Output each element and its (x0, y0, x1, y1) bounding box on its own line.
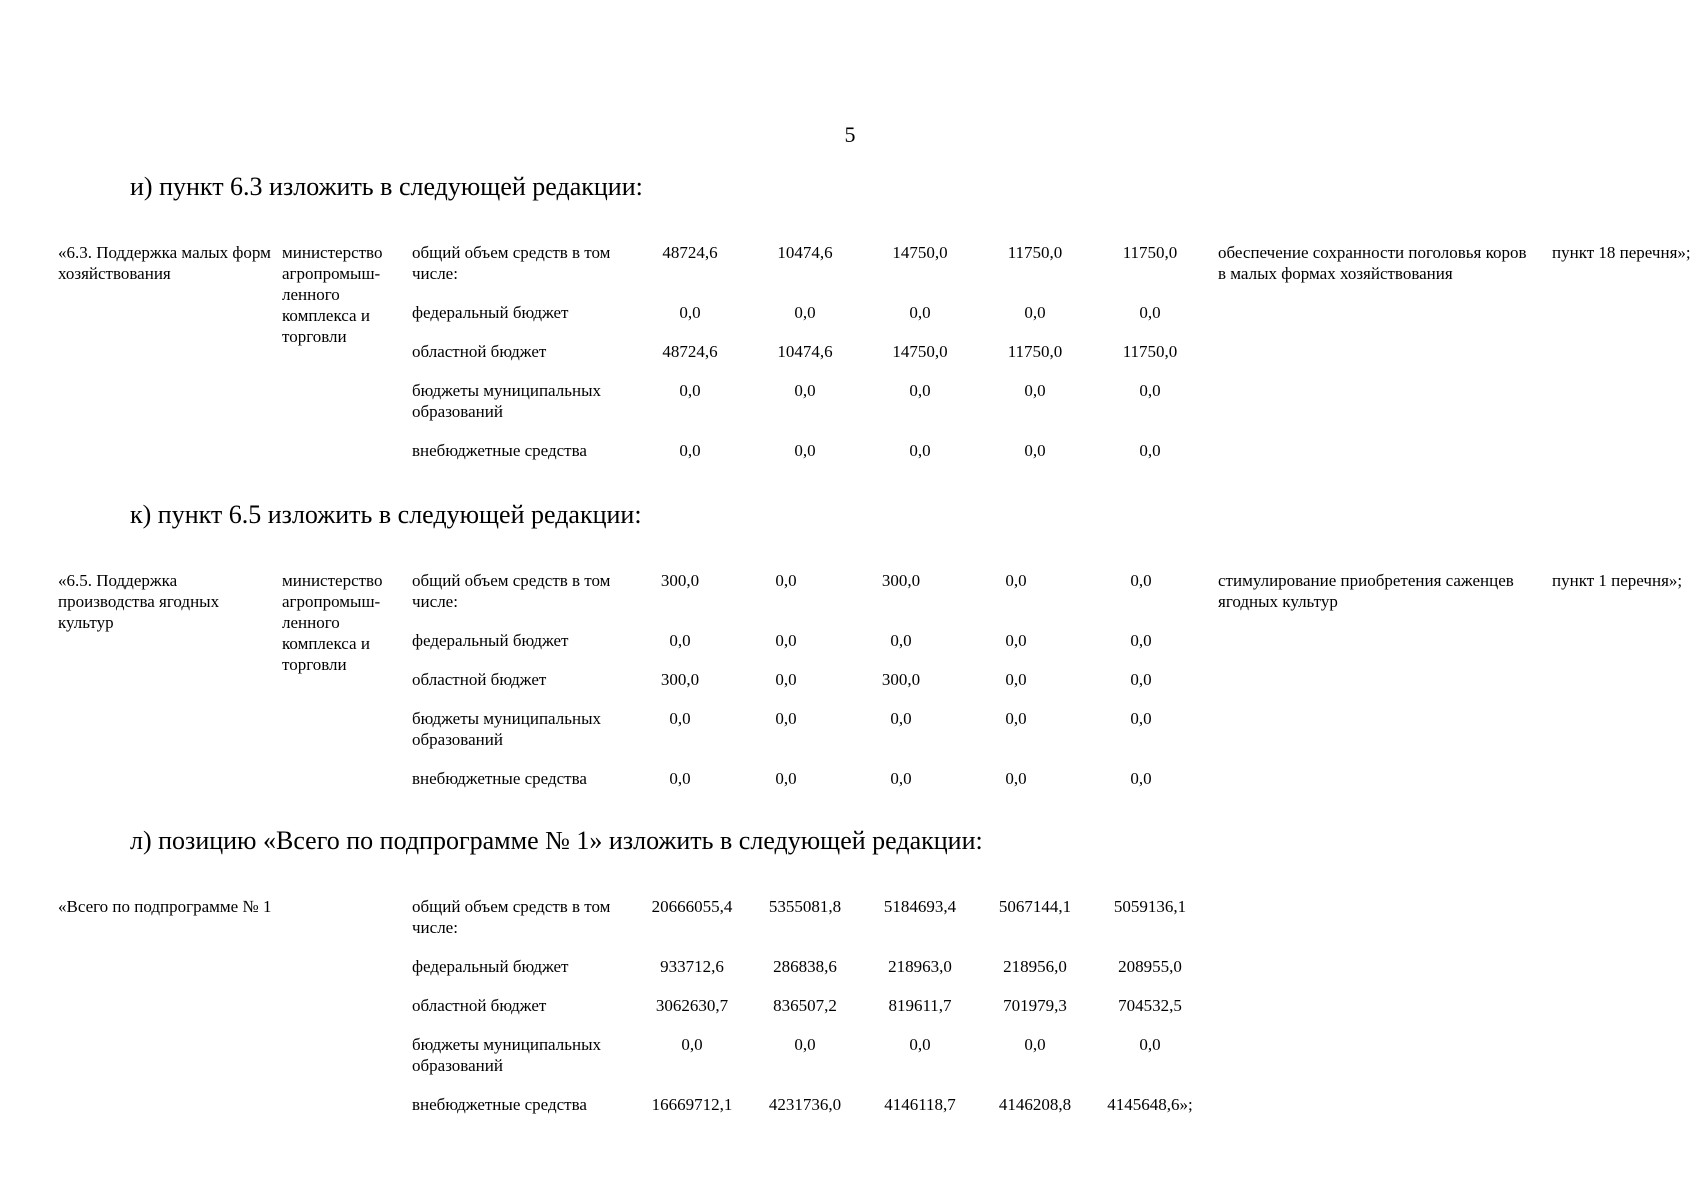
value-cell: 0,0 (1130, 769, 1152, 788)
value-cell: 14750,0 (892, 342, 948, 361)
funding-source-label: бюджеты муниципальных образований (412, 1035, 602, 1075)
value-cell: 0,0 (775, 769, 797, 788)
value-cell: 0,0 (909, 441, 931, 460)
page-number: 5 (844, 122, 856, 147)
value-cell: 0,0 (1139, 1035, 1161, 1054)
value-cell: 0,0 (890, 709, 912, 728)
value-cell: 0,0 (1005, 670, 1027, 689)
value-cell: 5355081,8 (768, 897, 842, 916)
value-cell: 208955,0 (1118, 957, 1182, 976)
value-cell: 0,0 (775, 571, 797, 590)
value-cell: 0,0 (775, 709, 797, 728)
value-cell: 0,0 (681, 1035, 703, 1054)
measure-name: «Всего по подпрограмме № 1 (58, 897, 272, 916)
value-cell: 5067144,1 (998, 897, 1072, 916)
expected-result: стимулирование приобретения саженцев ягодных культур (1218, 571, 1514, 611)
funding-source-label: бюджеты муниципальных образований (412, 709, 602, 749)
value-cell: 0,0 (1024, 1035, 1046, 1054)
value-cell: 5184693,4 (883, 897, 957, 916)
value-cell: 10474,6 (777, 243, 833, 262)
value-cell: 704532,5 (1118, 996, 1182, 1015)
value-cell: 0,0 (1005, 571, 1027, 590)
value-cell: 300,0 (881, 571, 921, 590)
value-cell: 0,0 (669, 709, 691, 728)
value-cell: 0,0 (679, 303, 701, 322)
measure-name: «6.5. Поддержка производства ягодных культур (58, 571, 220, 632)
section-heading: и) пункт 6.3 изложить в следующей редакции: (130, 172, 643, 201)
value-cell: 0,0 (669, 631, 691, 650)
value-cell: 48724,6 (662, 342, 718, 361)
value-cell: 0,0 (679, 381, 701, 400)
value-cell: 0,0 (890, 631, 912, 650)
executor: министерство агропромыш-ленного комплекса и торговли (282, 243, 383, 346)
value-cell: 0,0 (909, 1035, 931, 1054)
funding-source-label: бюджеты муниципальных образований (412, 381, 602, 421)
value-cell: 0,0 (1139, 303, 1161, 322)
funding-source-label: общий объем средств в том числе: (412, 897, 611, 937)
value-cell: 11750,0 (1122, 243, 1178, 262)
value-cell: 819611,7 (888, 996, 952, 1015)
value-cell: 0,0 (909, 303, 931, 322)
value-cell: 300,0 (660, 670, 700, 689)
value-cell: 20666055,4 (651, 897, 733, 916)
expected-result: обеспечение сохранности поголовья коров в малых формах хозяйствования (1218, 243, 1527, 283)
measure-name: «6.3. Поддержка малых форм хозяйствования (58, 243, 271, 283)
value-cell: 0,0 (1005, 769, 1027, 788)
funding-source-label: областной бюджет (412, 342, 547, 361)
value-cell: 836507,2 (773, 996, 837, 1015)
value-cell: 0,0 (775, 670, 797, 689)
value-cell: 0,0 (1130, 709, 1152, 728)
value-cell: 0,0 (1005, 709, 1027, 728)
value-cell: 4146208,8 (998, 1095, 1072, 1114)
value-cell: 0,0 (1024, 381, 1046, 400)
value-cell: 701979,3 (1003, 996, 1067, 1015)
funding-source-label: внебюджетные средства (412, 441, 587, 460)
value-cell: 4146118,7 (884, 1095, 956, 1114)
value-cell: 48724,6 (662, 243, 718, 262)
value-cell: 11750,0 (1007, 243, 1063, 262)
value-cell: 0,0 (1024, 303, 1046, 322)
value-cell: 0,0 (794, 303, 816, 322)
value-cell: 0,0 (1005, 631, 1027, 650)
value-cell: 218956,0 (1003, 957, 1067, 976)
value-cell: 0,0 (1024, 441, 1046, 460)
reference: пункт 18 перечня»; (1552, 243, 1691, 262)
value-cell: 0,0 (1139, 381, 1161, 400)
value-cell: 0,0 (679, 441, 701, 460)
funding-source-label: федеральный бюджет (412, 631, 569, 650)
funding-source-label: федеральный бюджет (412, 957, 569, 976)
value-cell: 0,0 (1130, 670, 1152, 689)
funding-source-label: внебюджетные средства (412, 1095, 587, 1114)
value-cell: 16669712,1 (651, 1095, 733, 1114)
value-cell: 5059136,1 (1113, 897, 1187, 916)
funding-source-label: общий объем средств в том числе: (412, 571, 611, 611)
value-cell: 0,0 (669, 769, 691, 788)
funding-source-label: областной бюджет (412, 996, 547, 1015)
value-cell: 0,0 (1130, 571, 1152, 590)
value-cell: 300,0 (660, 571, 700, 590)
value-cell: 0,0 (794, 381, 816, 400)
value-cell: 0,0 (1130, 631, 1152, 650)
reference: пункт 1 перечня»; (1552, 571, 1683, 590)
value-cell: 11750,0 (1007, 342, 1063, 361)
funding-source-label: областной бюджет (412, 670, 547, 689)
value-cell: 300,0 (881, 670, 921, 689)
value-cell: 4145648,6»; (1107, 1095, 1193, 1114)
value-cell: 3062630,7 (655, 996, 729, 1015)
value-cell: 933712,6 (660, 957, 724, 976)
section-heading: л) позицию «Всего по подпрограмме № 1» изложить в следующей редакции: (130, 826, 983, 855)
value-cell: 0,0 (1139, 441, 1161, 460)
funding-source-label: федеральный бюджет (412, 303, 569, 322)
value-cell: 0,0 (909, 381, 931, 400)
value-cell: 14750,0 (892, 243, 948, 262)
value-cell: 10474,6 (777, 342, 833, 361)
value-cell: 0,0 (890, 769, 912, 788)
value-cell: 286838,6 (773, 957, 837, 976)
value-cell: 0,0 (794, 441, 816, 460)
executor: министерство агропромыш-ленного комплекса и торговли (282, 571, 383, 674)
section-heading: к) пункт 6.5 изложить в следующей редакции: (130, 500, 642, 529)
value-cell: 11750,0 (1122, 342, 1178, 361)
funding-source-label: внебюджетные средства (412, 769, 587, 788)
value-cell: 4231736,0 (768, 1095, 842, 1114)
value-cell: 218963,0 (888, 957, 952, 976)
funding-source-label: общий объем средств в том числе: (412, 243, 611, 283)
value-cell: 0,0 (794, 1035, 816, 1054)
value-cell: 0,0 (775, 631, 797, 650)
